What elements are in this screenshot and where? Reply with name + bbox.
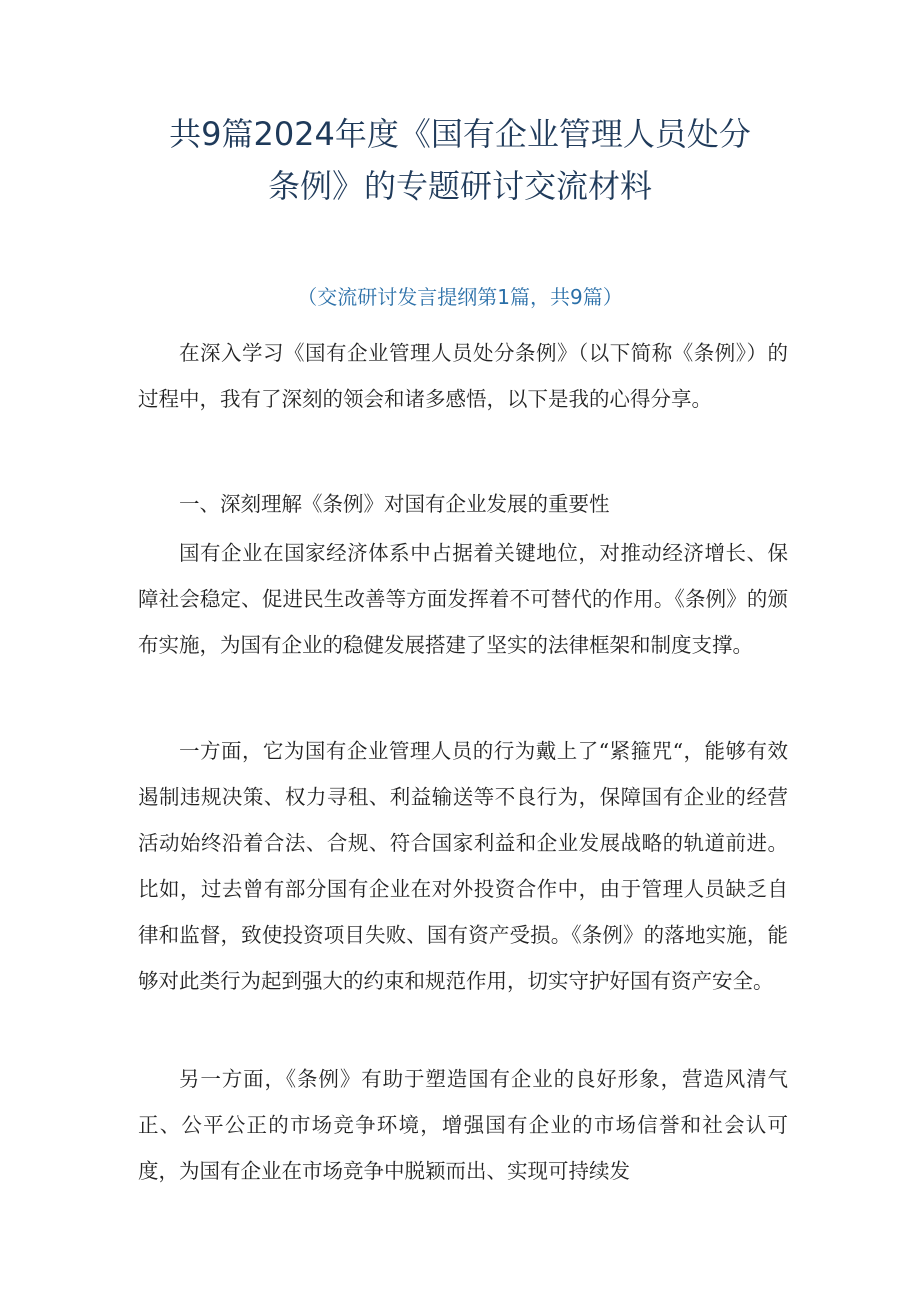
section-1-paragraph-1: 国有企业在国家经济体系中占据着关键地位，对推动经济增长、保障社会稳定、促进民生改善等方面发挥着不可替代的作用。《条例》的颁布实施，为国有企业的稳健发展搭建了坚实的法律框架和制度支撑。 [138, 541, 788, 657]
intro-paragraph: 在深入学习《国有企业管理人员处分条例》（以下简称《条例》）的过程中，我有了深刻的领会和诸多感悟，以下是我的心得分享。 [138, 341, 788, 411]
document-title-line-1: 共9篇2024年度《国有企业管理人员处分 [169, 115, 751, 153]
document-title-line-2: 条例》的专题研讨交流材料 [267, 167, 652, 205]
document-subtitle: （交流研讨发言提纲第1篇，共9篇） [297, 285, 623, 309]
section-1-paragraph-2: 一方面，它为国有企业管理人员的行为戴上了“紧箍咒“，能够有效遏制违规决策、权力寻租、利益输送等不良行为，保障国有企业的经营活动始终沿着合法、合规、符合国家利益和企业发展战略的轨道前进。比如，过去曾有部分国有企业在对外投资合作中，由于管理人员缺乏自律和监督，致使投资项目失败、国有资产受损。《条例》的落地实施，能够对此类行为起到强大的约束和规范作用，切实守护好国有资产安全。 [138, 739, 788, 993]
section-1-paragraph-3: 另一方面，《条例》有助于塑造国有企业的良好形象，营造风清气正、公平公正的市场竞争环境，增强国有企业的市场信誉和社会认可度，为国有企业在市场竞争中脱颖而出、实现可持续发 [138, 1067, 788, 1183]
section-1-heading: 一、深刻理解《条例》对国有企业发展的重要性 [179, 492, 610, 516]
